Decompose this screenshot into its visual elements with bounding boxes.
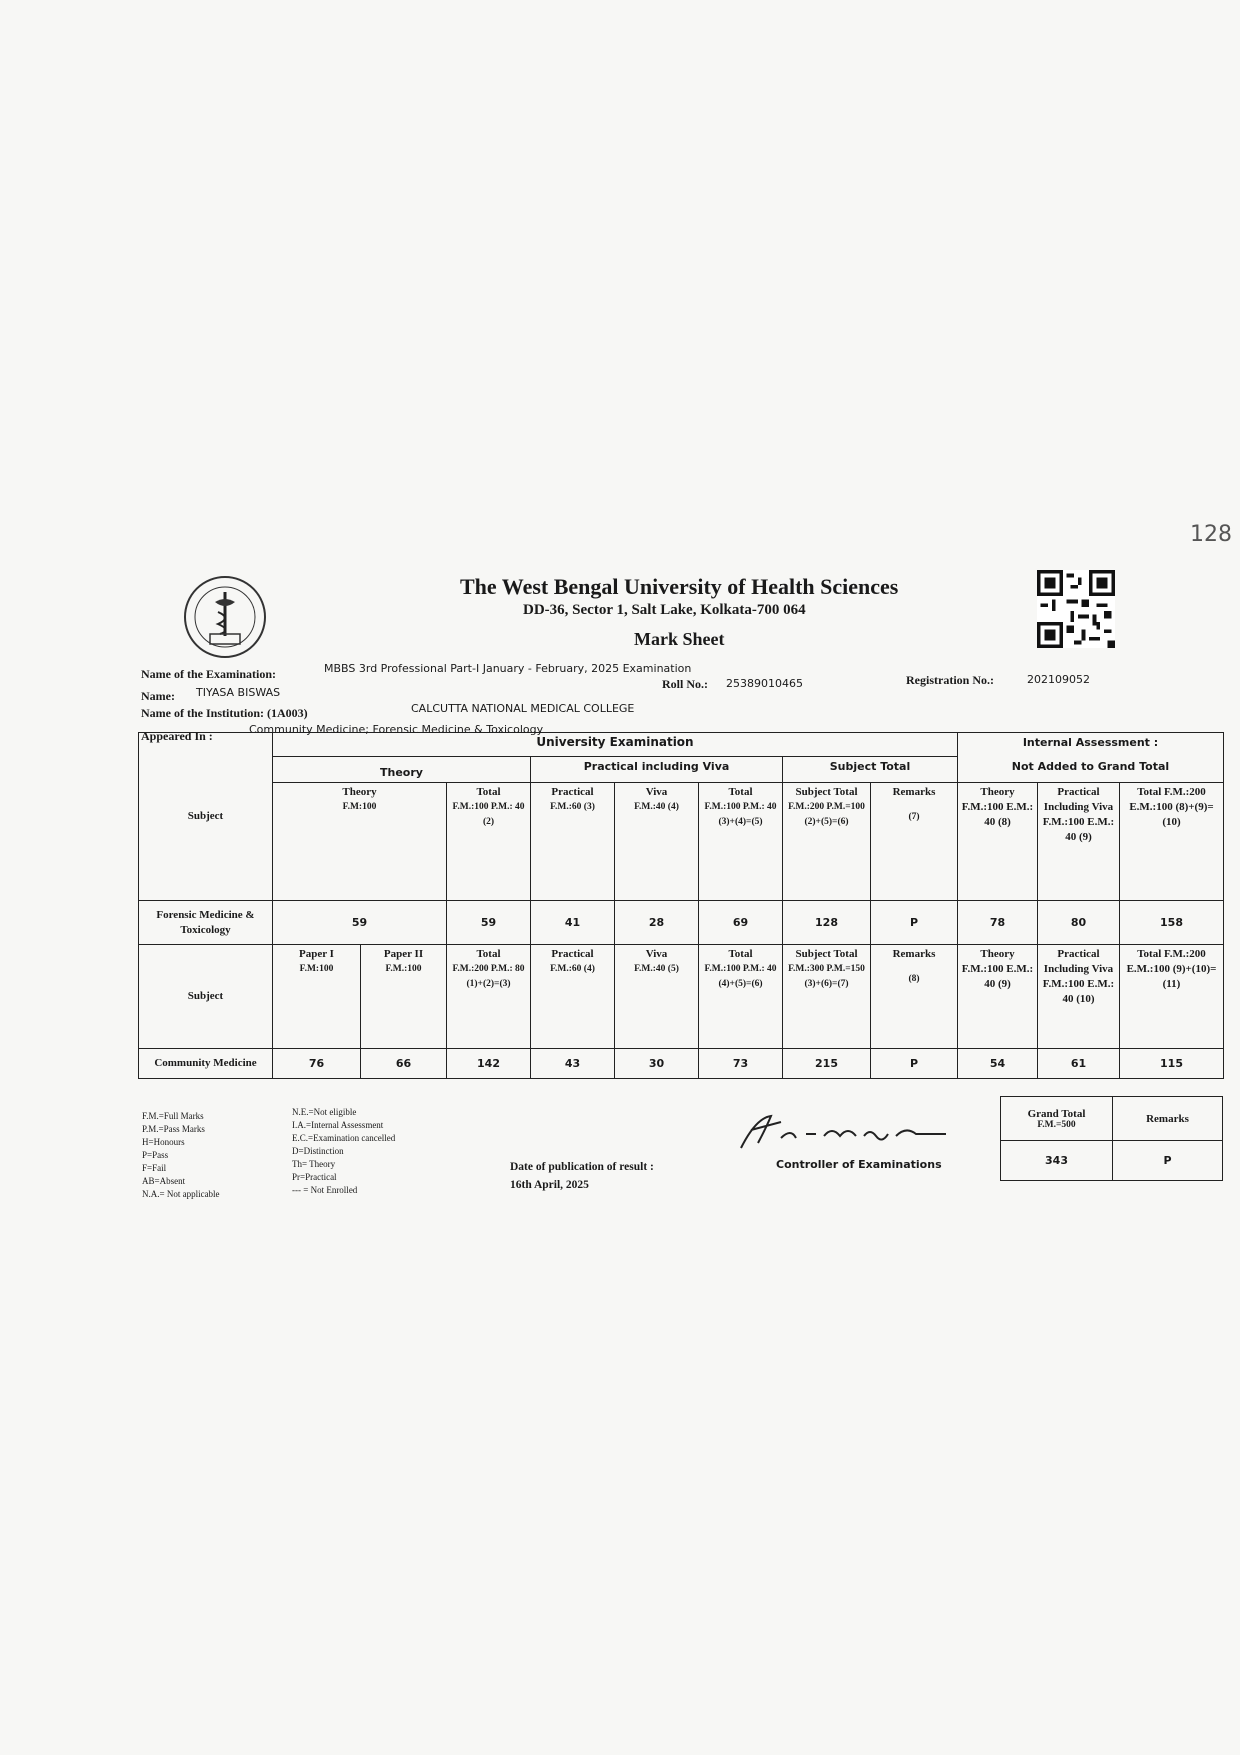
practical-total-header-2 — [699, 945, 783, 1049]
grand-total-header — [1001, 1097, 1113, 1141]
grand-remarks-value: P — [1113, 1141, 1223, 1181]
cm-ia-total: 115 — [1120, 1049, 1224, 1079]
grand-total-label: Grand Total — [1027, 1107, 1086, 1120]
fm-practical-total: 69 — [699, 901, 783, 945]
theory-total-label: Total — [476, 786, 501, 798]
cm-viva: 30 — [615, 1049, 699, 1079]
viva-sub: F.M.:40 (4) — [634, 802, 679, 812]
university-address: DD-36, Sector 1, Salt Lake, Kolkata-700 064 — [523, 602, 806, 618]
qr-code-icon — [1035, 570, 1117, 648]
paper1-header — [273, 945, 361, 1049]
subject-header-2: Subject — [139, 945, 273, 1049]
cm-practical: 43 — [531, 1049, 615, 1079]
publication-label: Date of publication of result : — [510, 1161, 654, 1173]
grand-total-table — [1000, 1096, 1223, 1181]
subject-total-group-header: Subject Total — [783, 757, 958, 783]
legend-item: P.M.=Pass Marks — [142, 1124, 205, 1134]
page-number: 128 — [1190, 522, 1232, 547]
cm-theory-total: 142 — [447, 1049, 531, 1079]
subject-total-label: Subject Total — [795, 786, 858, 798]
grand-total-value: 343 — [1001, 1141, 1113, 1181]
cm-practical-total: 73 — [699, 1049, 783, 1079]
appeared-label: Appeared In : — [141, 729, 213, 743]
legend-item: I.A.=Internal Assessment — [292, 1120, 384, 1130]
remarks-header — [871, 783, 958, 901]
viva-sub-2: F.M.:40 (5) — [634, 964, 679, 974]
subject-community-medicine: Community Medicine — [139, 1049, 273, 1079]
grand-remarks-header: Remarks — [1113, 1097, 1223, 1141]
viva-header-2 — [615, 945, 699, 1049]
subject-header: Subject — [139, 733, 273, 901]
practical-label-2: Practical — [551, 948, 594, 960]
cm-ia-practical: 61 — [1038, 1049, 1120, 1079]
practical-header — [531, 783, 615, 901]
legend-item: E.C.=Examination cancelled — [292, 1133, 396, 1143]
theory-header-label: Theory — [342, 786, 377, 798]
practical-sub-2: F.M.:60 (4) — [550, 964, 595, 974]
legend-item: N.A.= Not applicable — [142, 1189, 220, 1199]
ia-theory-header-2: Theory F.M.:100 E.M.: 40 (9) — [958, 945, 1038, 1049]
theory-total-header-2 — [447, 945, 531, 1049]
remarks-sub-2: (8) — [908, 974, 920, 984]
subject-total-header-2 — [783, 945, 871, 1049]
exam-value: MBBS 3rd Professional Part-I January - February, 2025 Examination — [324, 662, 692, 675]
practical-group-header: Practical including Viva — [531, 757, 783, 783]
practical-header-2 — [531, 945, 615, 1049]
name-label: Name: — [141, 689, 175, 703]
theory-total-label-2: Total — [476, 948, 501, 960]
cm-paper1: 76 — [273, 1049, 361, 1079]
practical-total-label-2: Total — [728, 948, 753, 960]
cm-remarks: P — [871, 1049, 958, 1079]
legend-item: D=Distinction — [292, 1146, 344, 1156]
practical-label: Practical — [551, 786, 594, 798]
subject-total-label-2: Subject Total — [795, 948, 858, 960]
legend-item: P=Pass — [142, 1150, 169, 1160]
legend-item: Pr=Practical — [292, 1172, 337, 1182]
candidate-name: TIYASA BISWAS — [196, 686, 281, 699]
university-exam-header: University Examination — [273, 733, 958, 757]
ia-practical-header-2: Practical Including Viva F.M.:100 E.M.: 40 (10) — [1038, 945, 1120, 1049]
university-name: The West Bengal University of Health Sciences — [460, 574, 899, 599]
fm-ia-theory: 78 — [958, 901, 1038, 945]
legend-item: F=Fail — [142, 1163, 167, 1173]
practical-total-header — [699, 783, 783, 901]
legend-left — [142, 1110, 220, 1201]
fm-ia-total: 158 — [1120, 901, 1224, 945]
registration-label: Registration No.: — [906, 673, 994, 687]
legend-item: AB=Absent — [142, 1176, 186, 1186]
practical-total-sub: F.M.:100 P.M.: 40 (3)+(4)=(5) — [704, 802, 777, 827]
university-seal-icon — [180, 574, 270, 660]
legend-mid — [292, 1106, 395, 1197]
registration-number: 202109052 — [1027, 673, 1090, 686]
paper2-label: Paper II — [383, 948, 424, 960]
remarks-header-2 — [871, 945, 958, 1049]
fm-viva: 28 — [615, 901, 699, 945]
paper2-fm: F.M.:100 — [385, 964, 422, 974]
theory-header — [273, 783, 447, 901]
viva-label-2: Viva — [645, 948, 668, 960]
theory-fm: F.M:100 — [342, 802, 377, 812]
exam-label: Name of the Examination: — [141, 667, 276, 681]
not-added-note: Not Added to Grand Total — [958, 757, 1224, 783]
appeared-subjects: Community Medicine; Forensic Medicine & Toxicology — [249, 723, 544, 736]
practical-total-label: Total — [728, 786, 753, 798]
theory-total-header — [447, 783, 531, 901]
legend-item: F.M.=Full Marks — [142, 1111, 204, 1121]
ia-theory-header: Theory F.M.:100 E.M.: 40 (8) — [958, 783, 1038, 901]
controller-label: Controller of Examinations — [776, 1158, 942, 1171]
sheet-title: Mark Sheet — [634, 629, 725, 649]
marks-table — [138, 732, 1224, 1079]
fm-practical: 41 — [531, 901, 615, 945]
subject-forensic-medicine: Forensic Medicine & Toxicology — [139, 901, 273, 945]
fm-ia-practical: 80 — [1038, 901, 1120, 945]
remarks-label: Remarks — [892, 786, 936, 798]
legend-item: Th= Theory — [292, 1159, 336, 1169]
controller-signature — [736, 1108, 956, 1158]
publication-date-block — [510, 1158, 654, 1194]
fm-theory-total: 59 — [447, 901, 531, 945]
subject-total-sub: F.M.:200 P.M.=100 (2)+(5)=(6) — [788, 802, 865, 827]
cm-subject-total: 215 — [783, 1049, 871, 1079]
fm-remarks: P — [871, 901, 958, 945]
grand-total-fm: F.M.=500 — [1037, 1119, 1076, 1130]
paper1-label: Paper I — [299, 948, 334, 960]
ia-total-header-2: Total F.M.:200 E.M.:100 (9)+(10)=(11) — [1120, 945, 1224, 1049]
internal-assessment-header: Internal Assessment : — [958, 733, 1224, 757]
roll-number: 25389010465 — [726, 677, 803, 690]
viva-label: Viva — [645, 786, 668, 798]
practical-total-sub-2: F.M.:100 P.M.: 40 (4)+(5)=(6) — [704, 964, 777, 989]
paper2-header — [361, 945, 447, 1049]
roll-label: Roll No.: — [662, 677, 708, 691]
theory-total-sub: F.M.:100 P.M.: 40 (2) — [452, 802, 525, 827]
institution-name: CALCUTTA NATIONAL MEDICAL COLLEGE — [411, 702, 635, 715]
subject-total-sub-2: F.M.:300 P.M.=150 (3)+(6)=(7) — [788, 964, 865, 989]
theory-group-header: Theory — [273, 757, 531, 783]
publication-date: 16th April, 2025 — [510, 1179, 589, 1191]
legend-item: H=Honours — [142, 1137, 185, 1147]
remarks-label-2: Remarks — [892, 948, 936, 960]
cm-paper2: 66 — [361, 1049, 447, 1079]
legend-item: N.E.=Not eligible — [292, 1107, 357, 1117]
viva-header — [615, 783, 699, 901]
institution-label: Name of the Institution: (1A003) — [141, 706, 308, 720]
legend-item: --- = Not Enrolled — [292, 1185, 358, 1195]
fm-subject-total: 128 — [783, 901, 871, 945]
theory-total-sub-2: F.M.:200 P.M.: 80 (1)+(2)=(3) — [452, 964, 525, 989]
paper1-fm: F.M:100 — [299, 964, 334, 974]
remarks-sub: (7) — [908, 812, 920, 822]
practical-sub: F.M.:60 (3) — [550, 802, 595, 812]
cm-ia-theory: 54 — [958, 1049, 1038, 1079]
subject-total-header — [783, 783, 871, 901]
ia-practical-header: Practical Including Viva F.M.:100 E.M.: 40 (9) — [1038, 783, 1120, 901]
ia-total-header: Total F.M.:200 E.M.:100 (8)+(9)=(10) — [1120, 783, 1224, 901]
fm-theory: 59 — [273, 901, 447, 945]
